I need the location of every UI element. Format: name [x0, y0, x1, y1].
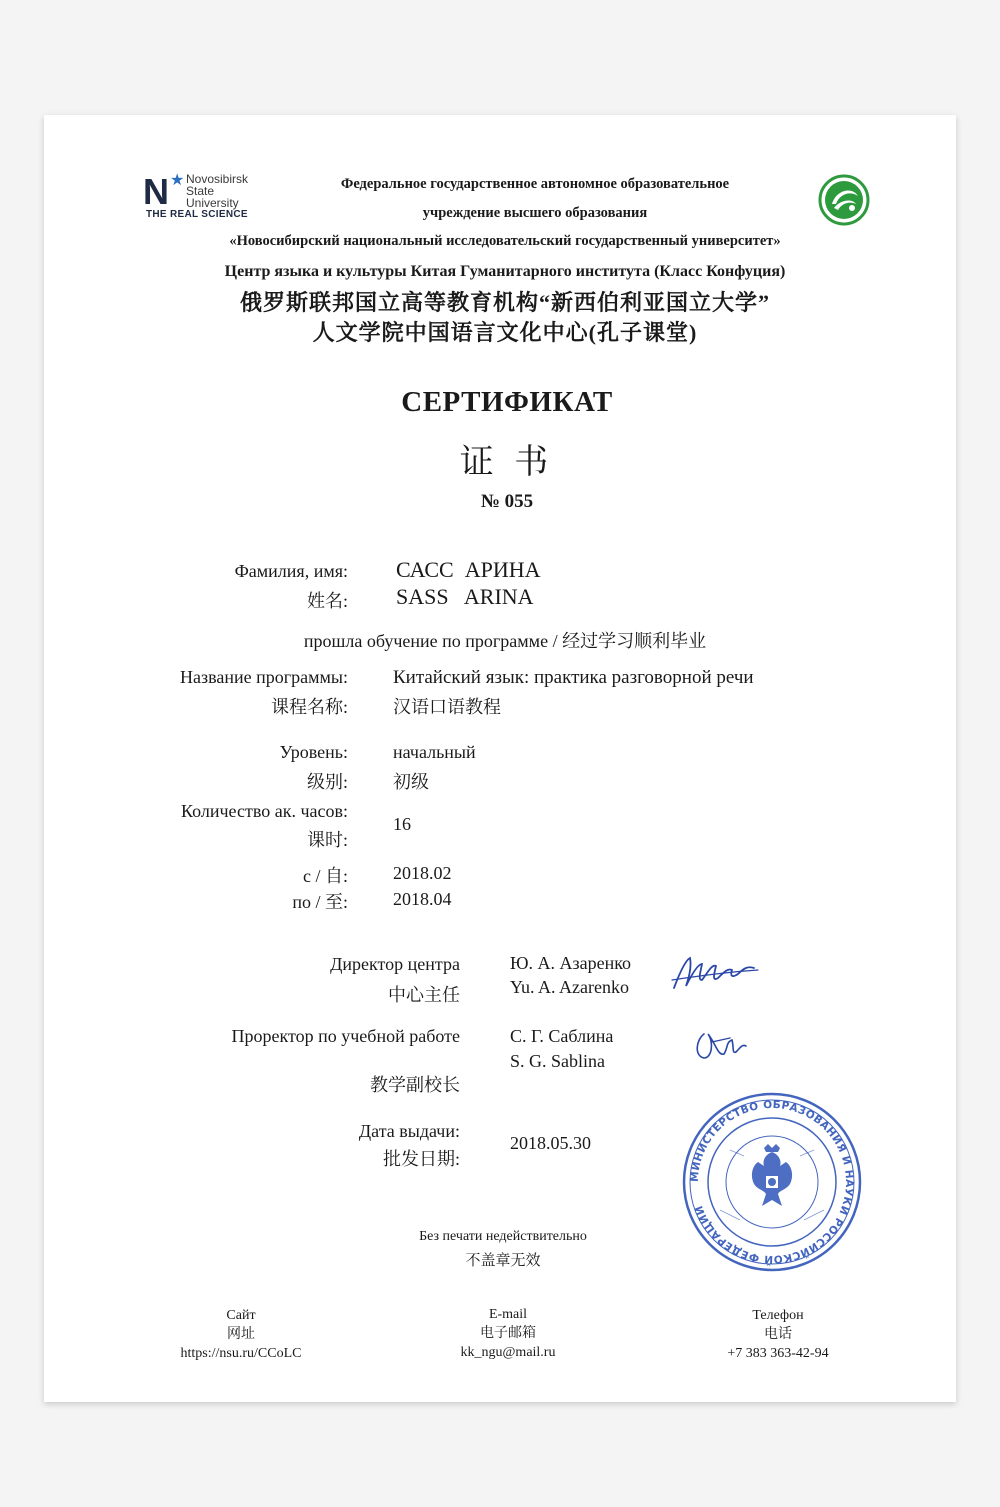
footer-email-label-ru: E-mail — [488, 1307, 528, 1322]
prorector-signature — [690, 1022, 750, 1067]
name-label-cn: 姓名: — [306, 591, 348, 611]
certificate-number: № 055 — [480, 491, 534, 512]
footer-phone-label-ru: Телефон — [752, 1308, 804, 1323]
program-value-cn: 汉语口语教程 — [393, 697, 501, 717]
period-to-label: по / 至: — [292, 892, 348, 912]
period-from-label: с / 自: — [303, 866, 348, 886]
director-label-cn: 中心主任 — [388, 985, 460, 1005]
level-label-ru: Уровень: — [279, 742, 348, 762]
footer-email-link[interactable]: kk_ngu@mail.ru — [460, 1345, 556, 1360]
program-label-cn: 课程名称: — [270, 697, 348, 717]
nsu-logo-line1: Novosibirsk — [186, 172, 249, 186]
footer-site-label-cn: 网址 — [227, 1327, 255, 1342]
stamp-note-ru: Без печати недействительно — [419, 1229, 587, 1244]
header-cn-line2: 人文学院中国语言文化中心(孔子课堂) — [312, 320, 698, 345]
program-label-ru: Название программы: — [180, 667, 348, 687]
period-from-value: 2018.02 — [393, 863, 452, 883]
issue-value: 2018.05.30 — [510, 1133, 591, 1153]
nsu-logo-letter: N — [143, 171, 169, 212]
footer-site — [160, 1306, 322, 1363]
issue-label-ru: Дата выдачи: — [358, 1121, 460, 1141]
nsu-logo-line2: State — [186, 184, 215, 198]
footer-site-link[interactable]: https://nsu.ru/CCoLC — [180, 1346, 302, 1361]
header-ru-line3: «Новосибирский национальный исследовательский государственный университет» — [229, 233, 781, 249]
prorector-name-ru: С. Г. Саблина — [510, 1026, 614, 1046]
stamp-note-cn: 不盖章无效 — [465, 1253, 541, 1269]
header-ru-line2: учреждение высшего образования — [422, 205, 648, 221]
name-value-en: SASS ARINA — [396, 584, 534, 609]
name-label-ru: Фамилия, имя: — [234, 561, 348, 581]
program-value-ru: Китайский язык: практика разговорной речи — [393, 667, 754, 688]
director-name-en: Yu. A. Azarenko — [510, 977, 629, 997]
period-to-value: 2018.04 — [393, 889, 452, 909]
header-cn-line1: 俄罗斯联邦国立高等教育机构“新西伯利亚国立大学” — [239, 290, 770, 315]
header-ru-line4: Центр языка и культуры Китая Гуманитарного института (Класс Конфуция) — [224, 263, 786, 280]
footer-email-label-cn: 电子邮箱 — [480, 1326, 536, 1341]
certificate-title-cn: 证 书 — [459, 444, 555, 481]
nsu-logo-tagline: THE REAL SCIENCE — [146, 209, 248, 220]
hours-label-ru: Количество ак. часов: — [181, 801, 348, 821]
footer-email — [430, 1305, 586, 1362]
footer-phone-link[interactable]: +7 383 363-42-94 — [727, 1346, 829, 1361]
nsu-logo-line3: University — [186, 196, 239, 210]
level-label-cn: 级别: — [306, 772, 348, 792]
level-value-ru: начальный — [393, 742, 476, 762]
header-ru-line1: Федеральное государственное автономное образовательное — [340, 176, 730, 192]
hours-value: 16 — [393, 814, 411, 834]
completed-text: прошла обучение по программе / 经过学习顺利毕业 — [303, 631, 707, 651]
issue-label-cn: 批发日期: — [382, 1149, 460, 1169]
star-icon: ★ — [170, 172, 185, 189]
prorector-name-en: S. G. Sablina — [510, 1051, 606, 1071]
prorector-label-cn: 教学副校长 — [370, 1075, 460, 1095]
eagle-emblem-icon — [752, 1144, 792, 1206]
prorector-label-ru: Проректор по учебной работе — [231, 1026, 460, 1046]
director-name-ru: Ю. А. Азаренко — [510, 953, 632, 973]
director-label-ru: Директор центра — [330, 954, 460, 974]
level-value-cn: 初级 — [393, 772, 429, 792]
certificate-title-ru: СЕРТИФИКАТ — [401, 386, 613, 418]
footer-site-label-ru: Сайт — [226, 1308, 256, 1323]
footer-phone — [700, 1306, 856, 1363]
official-stamp — [680, 1090, 864, 1274]
name-value-ru: САСС АРИНА — [396, 557, 541, 582]
footer-phone-label-cn: 电话 — [764, 1327, 792, 1342]
hours-label-cn: 课时: — [306, 830, 348, 850]
stamp-outer-text: МИНИСТЕРСТВО ОБРАЗОВАНИЯ И НАУКИ РОССИЙСКОЙ ФЕДЕРАЦИИ — [688, 1098, 856, 1266]
director-signature — [668, 950, 763, 995]
